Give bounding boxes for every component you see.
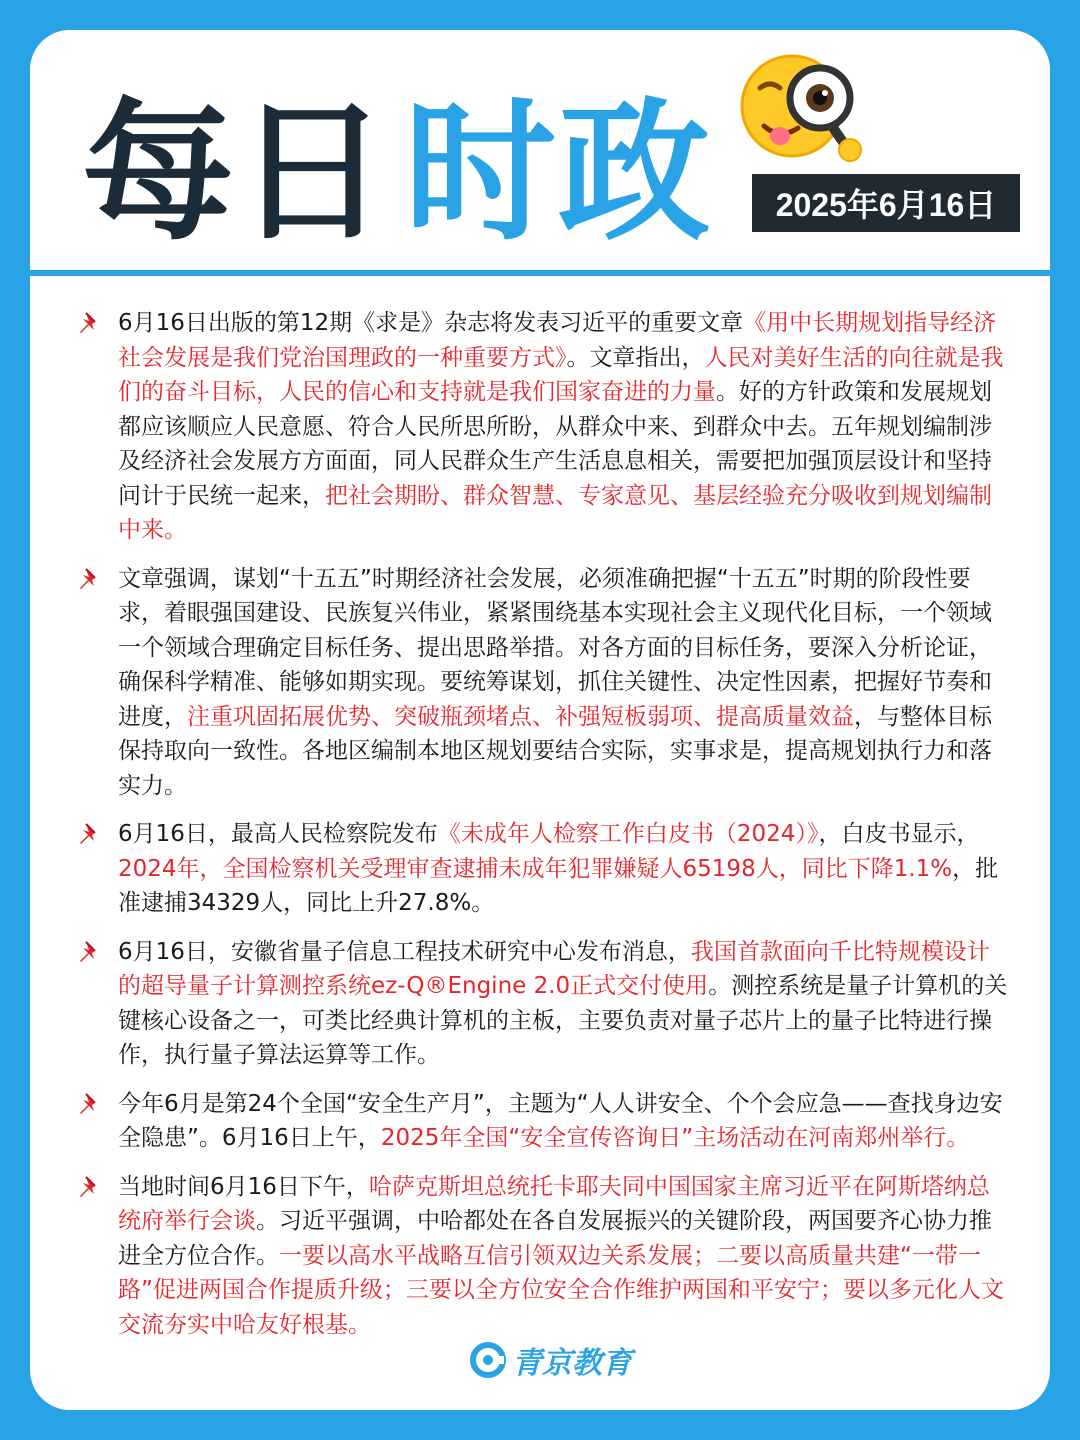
footer-logo	[470, 1338, 632, 1382]
body-text: 6月16日，最高人民检察院发布	[118, 821, 438, 847]
body-text: 。测控系统是量子计算机的关键核心设备之一，可类比经典计算机的主板，主要负责对量子芯片上的量子比特进行操作，执行量子算法运算等工作。	[118, 973, 1008, 1068]
magnifier-emoji-icon	[730, 38, 870, 178]
pushpin-icon	[76, 939, 104, 967]
body-text: 6月16日出版的第12期《求是》杂志将发表习近平的重要文章	[118, 310, 744, 336]
header	[30, 30, 1050, 274]
body-text: ，白皮书显示，	[818, 821, 980, 847]
body-text: 文章强调，谋划“十五五”时期经济社会发展，必须准确把握“十五五”时期的阶段性要求，着眼强国建设、民族复兴伟业，紧紧围绕基本实现社会主义现代化目标，一个领域一个领域合理确定目标任务、提出思路举措。对各方面的目标任务，要深入分析论证，确保科学精准、能够如期实现。要统筹谋划，抓住关键性、决定性因素，把握好节奏和进度，	[118, 565, 992, 730]
body-text: 。文章指出，	[566, 344, 705, 371]
pushpin-icon	[76, 821, 104, 849]
pushpin-icon	[76, 1174, 104, 1202]
pushpin-icon	[76, 1091, 104, 1119]
date-badge: 2025年6月16日	[752, 174, 1020, 232]
news-item	[72, 817, 1012, 921]
highlight-text: 2024年，全国检察机关受理审查逮捕未成年犯罪嫌疑人65198人，同比下降1.1%	[118, 855, 953, 882]
highlight-text: 哈萨克斯坦总统托卡耶夫同中国国家主席习近平在阿斯塔纳总统府举行会谈	[118, 1173, 990, 1234]
title-politics: 时政	[404, 84, 712, 261]
header-divider	[30, 270, 1050, 276]
brand-name: 青京教育	[512, 1346, 632, 1381]
body-text: ，批准逮捕34329人，同比上升27.8%。	[118, 855, 999, 916]
highlight-text: 把社会期盼、群众智慧、专家意见、基层经验充分吸收到规划编制中来。	[118, 482, 992, 543]
poster-card	[30, 30, 1050, 1410]
pushpin-icon	[76, 310, 104, 338]
body-text: 。习近平强调，中哈都处在各自发展振兴的关键阶段，两国要齐心协力推进全方位合作。	[118, 1208, 992, 1269]
highlight-text: 我国首款面向千比特规模设计的超导量子计算测控系统ez-Q®Engine 2.0正式交付使用	[118, 938, 990, 999]
body-text: 当地时间6月16日下午，	[118, 1173, 369, 1200]
news-item	[72, 935, 1012, 1073]
body-text: 6月16日，安徽省量子信息工程技术研究中心发布消息，	[118, 938, 691, 965]
news-item	[72, 562, 1012, 804]
highlight-text: 《未成年人检察工作白皮书（2024）》	[437, 821, 819, 847]
news-item	[72, 1170, 1012, 1343]
title-daily: 每日	[82, 84, 390, 261]
highlight-text: 注重巩固拓展优势、突破瓶颈堵点、补强短板弱项、提高质量效益	[187, 703, 854, 730]
body-text: ，与整体目标保持取向一致性。各地区编制本地区规划要结合实际，实事求是，提高规划执行力和落实力。	[118, 703, 992, 799]
pushpin-icon	[76, 566, 104, 594]
news-list	[72, 306, 1012, 1356]
highlight-text: 《用中长期规划指导经济社会发展是我们党治国理政的一种重要方式》	[118, 310, 997, 371]
highlight-text: 人民对美好生活的向往就是我们的奋斗目标，人民的信心和支持就是我们国家奋进的力量	[118, 344, 1004, 405]
body-text: 。好的方针政策和发展规划都应该顺应人民意愿、符合人民所思所盼，从群众中来、到群众中去。五年规划编制涉及经济社会发展方方面面，同人民群众生产生活息息相关，需要把加强顶层设计和坚持问计于民统一起来，	[118, 379, 992, 509]
news-item	[72, 1087, 1012, 1156]
brand-logo-icon	[470, 1342, 506, 1378]
highlight-text: 2025年全国“安全宣传咨询日”主场活动在河南郑州举行。	[380, 1125, 970, 1151]
body-text: 今年6月是第24个全国“安全生产月”，主题为“人人讲安全、个个会应急——查找身边安全隐患”。6月16日上午，	[118, 1090, 1003, 1151]
news-item	[72, 306, 1012, 548]
highlight-text: 一要以高水平战略互信引领双边关系发展；二要以高质量共建“一带一路”促进两国合作提质升级；三要以全方位安全合作维护两国和平安宁；要以多元化人文交流夯实中哈友好根基。	[118, 1242, 1004, 1338]
